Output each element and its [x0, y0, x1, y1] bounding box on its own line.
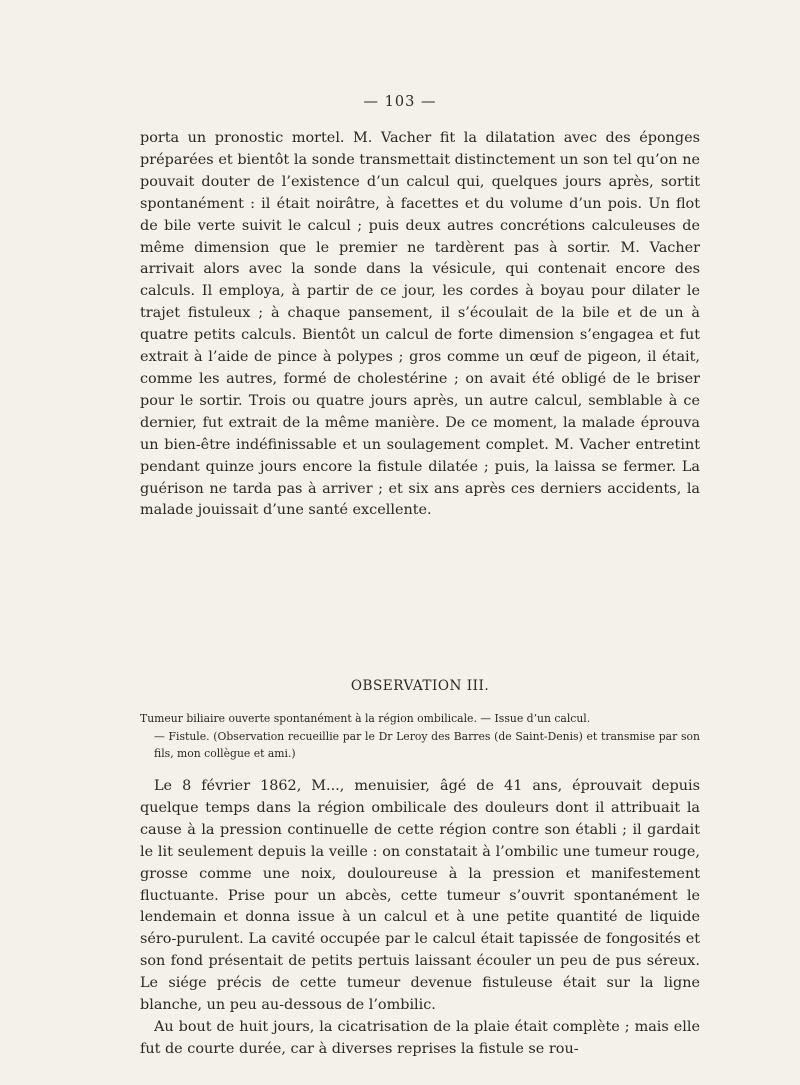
observation-paragraph-2: Au bout de huit jours, la cicatrisation de la plaie était complète ; mais elle fut de courte durée, car à diverses reprises la fistule se rou- — [140, 1018, 700, 1057]
observation-paragraph-1: Le 8 février 1862, M..., menuisier, âgé de 41 ans, éprouvait depuis quelque temps dans la région ombilicale des douleurs dont il attribuait la cause à la pression continuelle de cette région contre son établi ; il gardait le lit seulement depuis la veille : on constatait à l’ombilic une tumeur rouge, grosse comme une noix, douloureuse à la pression et manifestement fluctuante. Prise pour un abcès, cette tumeur s’ouvrit spontanément le lendemain et donna issue à un calcul et à une petite quantité de liquide séro-purulent. La cavité occupée par le calcul était tapissée de fongosités et son fond présentait de petits pertuis laissant écouler un peu de pus séreux. Le siége précis de cette tumeur devenue fistuleuse était sur la ligne blanche, un peu au-dessous de l’ombilic. — [140, 778, 700, 1014]
body-paragraph-continued — [140, 128, 700, 522]
observation-heading: OBSERVATION III. — [350, 678, 490, 694]
observation-body — [140, 776, 700, 1061]
paragraph-text: porta un pronostic mortel. M. Vacher fit la dilatation avec des éponges préparées et bientôt la sonde transmettait distinctement un son tel qu’on ne pouvait douter de l’existence d’un calcul qui, quelques jours après, sortit spontanément : il était noirâtre, à facettes et du volume d’un pois. Un flot de bile verte suivit le calcul ; puis deux autres concrétions calculeuses de même dimension que le premier ne tardèrent pas à sortir. M. Vacher arrivait alors avec la sonde dans la vésicule, qui contenait encore des calculs. Il employa, à partir de ce jour, les cordes à boyau pour dilater le trajet fistuleux ; à chaque pansement, il s’écoulait de la bile et de un à quatre petits calculs. Bientôt un calcul de forte dimension s’engagea et fut extrait à l’aide de pince à polypes ; gros comme un œuf de pigeon, il était, comme les autres, formé de cholestérine ; on avait été obligé de le briser pour le sortir. Trois ou quatre jours après, un autre calcul, semblable à ce dernier, fut extrait de la même manière. De ce moment, la malade éprouva un bien-être indéfinissable et un soulagement complet. M. Vacher entretint pendant quinze jours encore la fistule dilatée ; puis, la laissa se fermer. La guérison ne tarda pas à arriver ; et six ans après ces derniers accidents, la malade jouissait d’une santé excellente. — [140, 130, 700, 519]
summary-line-2: — Fistule. (Observation recueillie par le Dr Leroy des Barres (de Saint-Denis) et transmise par son fils, mon collègue et ami.) — [154, 729, 700, 761]
summary-line-1: Tumeur biliaire ouverte spontanément à la région ombilicale. — Issue d’un calcul. — [140, 712, 591, 725]
page-number: — 103 — — [363, 94, 437, 110]
observation-summary — [140, 710, 700, 763]
